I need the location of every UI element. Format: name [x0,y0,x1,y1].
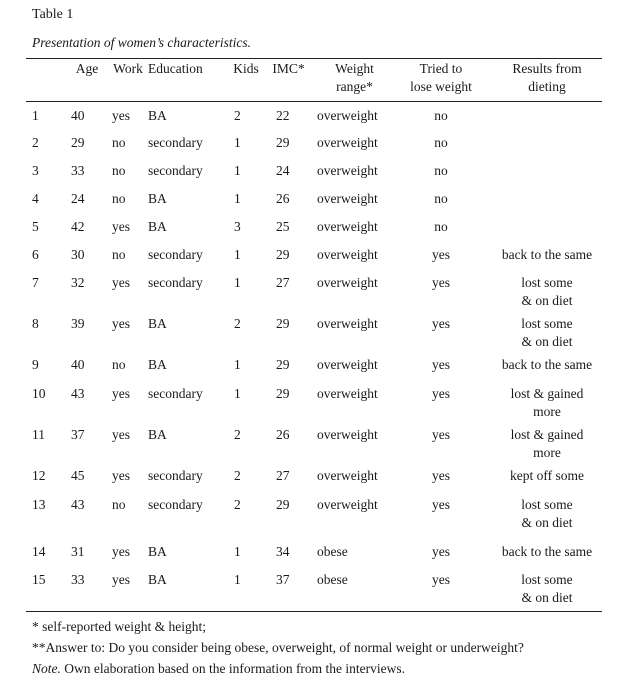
cell-results-line1: lost some [521,316,573,331]
cell-num: 9 [32,357,39,372]
cell-num: 1 [32,108,39,123]
table-row [26,491,608,538]
cell-results [486,538,608,566]
cell-work: yes [112,275,130,290]
cell-imc: 37 [276,572,290,587]
cell-tried: yes [432,572,450,587]
cell-kids: 1 [234,191,241,206]
cell-age: 30 [71,247,85,262]
cell-results [486,351,608,380]
cell-weight-range: obese [317,572,348,587]
cell-imc: 25 [276,219,290,234]
cell-results [486,491,608,538]
cell-imc: 26 [276,191,290,206]
cell-imc: 29 [276,497,290,512]
cell-work: yes [112,108,130,123]
cell-kids: 1 [234,163,241,178]
header-num [26,60,66,101]
header-results [486,60,608,101]
cell-imc: 26 [276,427,290,442]
characteristics-table [26,60,608,607]
cell-results [486,269,608,310]
cell-age: 33 [71,163,85,178]
header-imc: IMC* [272,61,305,76]
header-weight-range [313,60,396,101]
cell-tried: yes [432,497,450,512]
cell-weight-range: overweight [317,191,378,206]
cell-education: BA [148,219,167,234]
cell-tried: yes [432,247,450,262]
table-caption: Presentation of women’s characteristics. [32,35,251,50]
cell-work: no [112,135,126,150]
cell-num: 14 [32,544,46,559]
cell-education: BA [148,191,167,206]
cell-weight-range: overweight [317,427,378,442]
cell-work: no [112,497,126,512]
table-row [26,310,608,351]
cell-age: 33 [71,572,85,587]
cell-num: 13 [32,497,46,512]
cell-results [486,101,608,129]
cell-kids: 2 [234,427,241,442]
cell-tried: yes [432,544,450,559]
cell-work: yes [112,427,130,442]
header-results-line2: dieting [528,79,566,94]
cell-imc: 22 [276,108,290,123]
cell-kids: 1 [234,386,241,401]
note-answer: **Answer to: Do you consider being obese, overweight, of normal weight or underweight? [32,640,524,655]
cell-tried: yes [432,275,450,290]
cell-results-line2: & on diet [521,334,573,349]
table-row [26,213,608,241]
cell-tried: yes [432,468,450,483]
cell-age: 45 [71,468,85,483]
cell-imc: 27 [276,275,290,290]
cell-num: 10 [32,386,46,401]
cell-tried: yes [432,316,450,331]
cell-kids: 2 [234,316,241,331]
cell-num: 8 [32,316,39,331]
cell-weight-range: overweight [317,219,378,234]
cell-imc: 34 [276,544,290,559]
table-header-row [26,60,608,101]
bottom-rule [26,611,602,612]
header-results-line1: Results from [512,61,582,76]
cell-tried: yes [432,357,450,372]
note-source [32,658,524,679]
cell-work: no [112,191,126,206]
cell-num: 7 [32,275,39,290]
cell-work: yes [112,386,130,401]
cell-kids: 1 [234,572,241,587]
table-row [26,185,608,213]
note-source-text: Own elaboration based on the information from the interviews. [60,661,406,676]
cell-results-line2: & on diet [521,293,573,308]
table-row [26,101,608,129]
cell-weight-range: overweight [317,316,378,331]
cell-results-line2: more [533,445,561,460]
cell-age: 43 [71,497,85,512]
cell-imc: 29 [276,247,290,262]
cell-tried: no [434,135,448,150]
cell-results [486,310,608,351]
table-body [26,101,608,607]
cell-results-line1: back to the same [501,357,593,372]
cell-age: 31 [71,544,85,559]
header-tried [396,60,486,101]
cell-tried: no [434,108,448,123]
cell-kids: 1 [234,275,241,290]
cell-results [486,380,608,421]
cell-education: BA [148,357,167,372]
table-label: Table 1 [32,7,74,22]
cell-work: yes [112,316,130,331]
cell-weight-range: overweight [317,108,378,123]
header-work: Work [113,61,143,76]
cell-age: 42 [71,219,85,234]
cell-age: 40 [71,357,85,372]
cell-education: BA [148,108,167,123]
cell-results-line1: lost & gained [510,386,584,401]
cell-kids: 3 [234,219,241,234]
cell-kids: 1 [234,135,241,150]
cell-education: secondary [148,163,203,178]
cell-work: no [112,357,126,372]
cell-kids: 1 [234,357,241,372]
cell-num: 3 [32,163,39,178]
cell-work: yes [112,219,130,234]
header-age: Age [75,61,99,76]
cell-results [486,213,608,241]
cell-work: yes [112,544,130,559]
cell-age: 37 [71,427,85,442]
cell-results-line1: back to the same [501,247,593,262]
table-row [26,566,608,607]
cell-tried: no [434,219,448,234]
cell-results [486,566,608,607]
table-row [26,269,608,310]
cell-education: secondary [148,275,203,290]
header-kids: Kids [233,61,259,76]
table-row [26,241,608,269]
cell-results-line1: lost some [521,497,573,512]
cell-results [486,462,608,491]
cell-education: secondary [148,497,203,512]
cell-results-line2: & on diet [521,590,573,605]
header-weight-range-line1: Weight [335,61,374,76]
cell-imc: 29 [276,135,290,150]
cell-results-line1: kept off some [510,468,584,483]
cell-kids: 1 [234,544,241,559]
header-tried-line1: Tried to [419,61,463,76]
cell-weight-range: overweight [317,497,378,512]
cell-work: yes [112,572,130,587]
cell-kids: 1 [234,247,241,262]
cell-weight-range: overweight [317,163,378,178]
cell-num: 5 [32,219,39,234]
cell-weight-range: obese [317,544,348,559]
table-row [26,380,608,421]
table-row [26,351,608,380]
cell-education: secondary [148,468,203,483]
cell-num: 6 [32,247,39,262]
table-row [26,462,608,491]
cell-tried: yes [432,427,450,442]
header-education: Education [148,61,203,76]
header-tried-line2: lose weight [410,79,472,94]
table-row [26,157,608,185]
cell-education: secondary [148,135,203,150]
cell-results [486,157,608,185]
cell-weight-range: overweight [317,247,378,262]
cell-work: yes [112,468,130,483]
cell-results-line2: more [533,404,561,419]
cell-results-line1: lost some [521,275,573,290]
cell-age: 29 [71,135,85,150]
cell-kids: 2 [234,108,241,123]
cell-results-line1: lost some [521,572,573,587]
cell-weight-range: overweight [317,135,378,150]
cell-results-line1: back to the same [501,544,593,559]
header-weight-range-line2: range* [336,79,373,94]
cell-education: secondary [148,247,203,262]
cell-age: 32 [71,275,85,290]
cell-weight-range: overweight [317,357,378,372]
cell-results [486,421,608,462]
note-source-label: Note. [32,661,61,676]
cell-imc: 29 [276,316,290,331]
cell-education: BA [148,427,167,442]
cell-num: 4 [32,191,39,206]
cell-weight-range: overweight [317,275,378,290]
cell-results [486,185,608,213]
cell-num: 11 [32,427,45,442]
table-row [26,421,608,462]
cell-weight-range: overweight [317,468,378,483]
cell-imc: 27 [276,468,290,483]
cell-education: secondary [148,386,203,401]
cell-imc: 29 [276,357,290,372]
cell-tried: yes [432,386,450,401]
cell-tried: no [434,163,448,178]
cell-num: 15 [32,572,46,587]
top-rule [26,58,602,59]
cell-work: no [112,247,126,262]
table-row [26,129,608,157]
cell-num: 12 [32,468,46,483]
cell-tried: no [434,191,448,206]
cell-age: 40 [71,108,85,123]
cell-num: 2 [32,135,39,150]
cell-results-line1: lost & gained [510,427,584,442]
cell-kids: 2 [234,468,241,483]
cell-education: BA [148,316,167,331]
cell-results-line2: & on diet [521,515,573,530]
table-notes [32,616,524,679]
cell-weight-range: overweight [317,386,378,401]
cell-imc: 29 [276,386,290,401]
cell-age: 43 [71,386,85,401]
note-self-reported: * self-reported weight & height; [32,619,206,634]
cell-education: BA [148,544,167,559]
cell-age: 39 [71,316,85,331]
cell-results [486,129,608,157]
table-row [26,538,608,566]
cell-results [486,241,608,269]
cell-education: BA [148,572,167,587]
cell-age: 24 [71,191,85,206]
cell-work: no [112,163,126,178]
cell-imc: 24 [276,163,290,178]
cell-kids: 2 [234,497,241,512]
